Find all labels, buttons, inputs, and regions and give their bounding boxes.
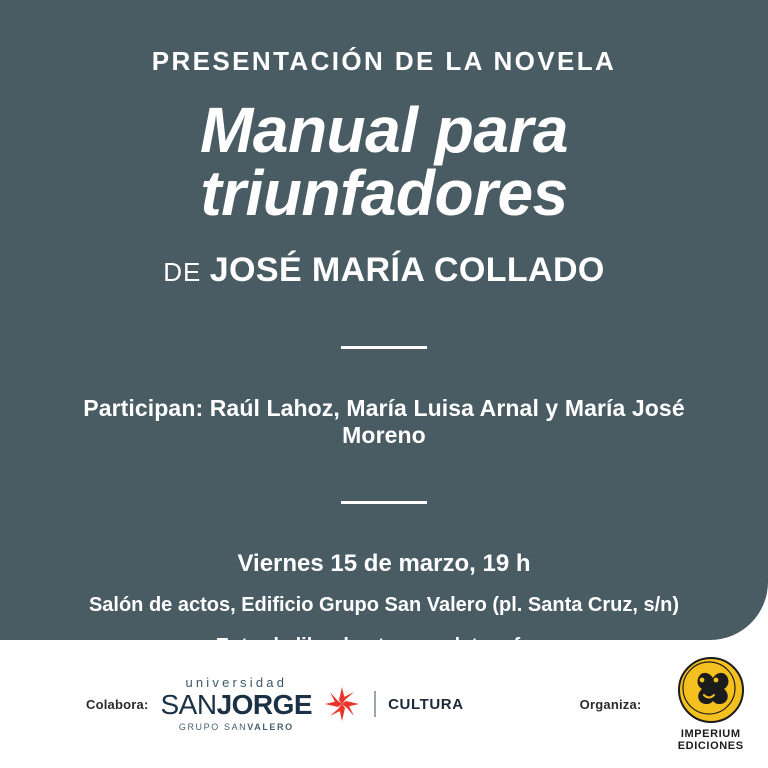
- usj-universidad-text: universidad: [185, 675, 288, 690]
- organizer-block: [580, 657, 768, 752]
- imperium-ediciones-logo: [653, 657, 768, 752]
- universidad-san-jorge-logo: [160, 676, 463, 732]
- usj-cultura-text: CULTURA: [388, 695, 464, 713]
- poster-date: Viernes 15 de marzo, 19 h: [237, 549, 531, 577]
- poster-participants: Participan: Raúl Lahoz, María Luisa Arnal y María José Moreno: [83, 394, 685, 448]
- usj-wordmark: [160, 676, 312, 732]
- poster-author: [44, 251, 724, 290]
- usj-grupo-text: [160, 723, 312, 732]
- usj-divider: [374, 691, 376, 717]
- usj-jorge-text: JORGE: [216, 689, 313, 720]
- poster-title: [44, 94, 724, 229]
- imperium-name-text: IMPERIUM EDICIONES: [677, 727, 744, 752]
- usj-name-text: [160, 691, 312, 719]
- divider-top: [341, 346, 427, 349]
- poster-kicker: PRESENTACIÓN DE LA NOVELA: [151, 46, 617, 76]
- usj-san-text: SAN: [160, 689, 217, 720]
- usj-grupo-sanvalero-text: GRUPO SAN: [178, 722, 248, 732]
- title-line-1: Manual para: [200, 94, 568, 167]
- divider-bottom: [341, 501, 427, 504]
- poster-footer: [0, 640, 768, 768]
- usj-star-icon: [322, 684, 362, 724]
- poster-venue: Salón de actos, Edificio Grupo San Valero (pl. Santa Cruz, s/n): [88, 593, 680, 616]
- imperium-coin-icon: [678, 657, 744, 723]
- author-prefix: DE: [163, 256, 202, 287]
- collaborator-label: Colabora:: [86, 696, 149, 712]
- author-name: JOSÉ MARÍA COLLADO: [209, 250, 605, 289]
- organizer-label: Organiza:: [579, 696, 642, 712]
- title-line-2: triunfadores: [200, 156, 568, 229]
- collaborator-block: [86, 676, 464, 732]
- usj-valero-text: VALERO: [247, 722, 294, 732]
